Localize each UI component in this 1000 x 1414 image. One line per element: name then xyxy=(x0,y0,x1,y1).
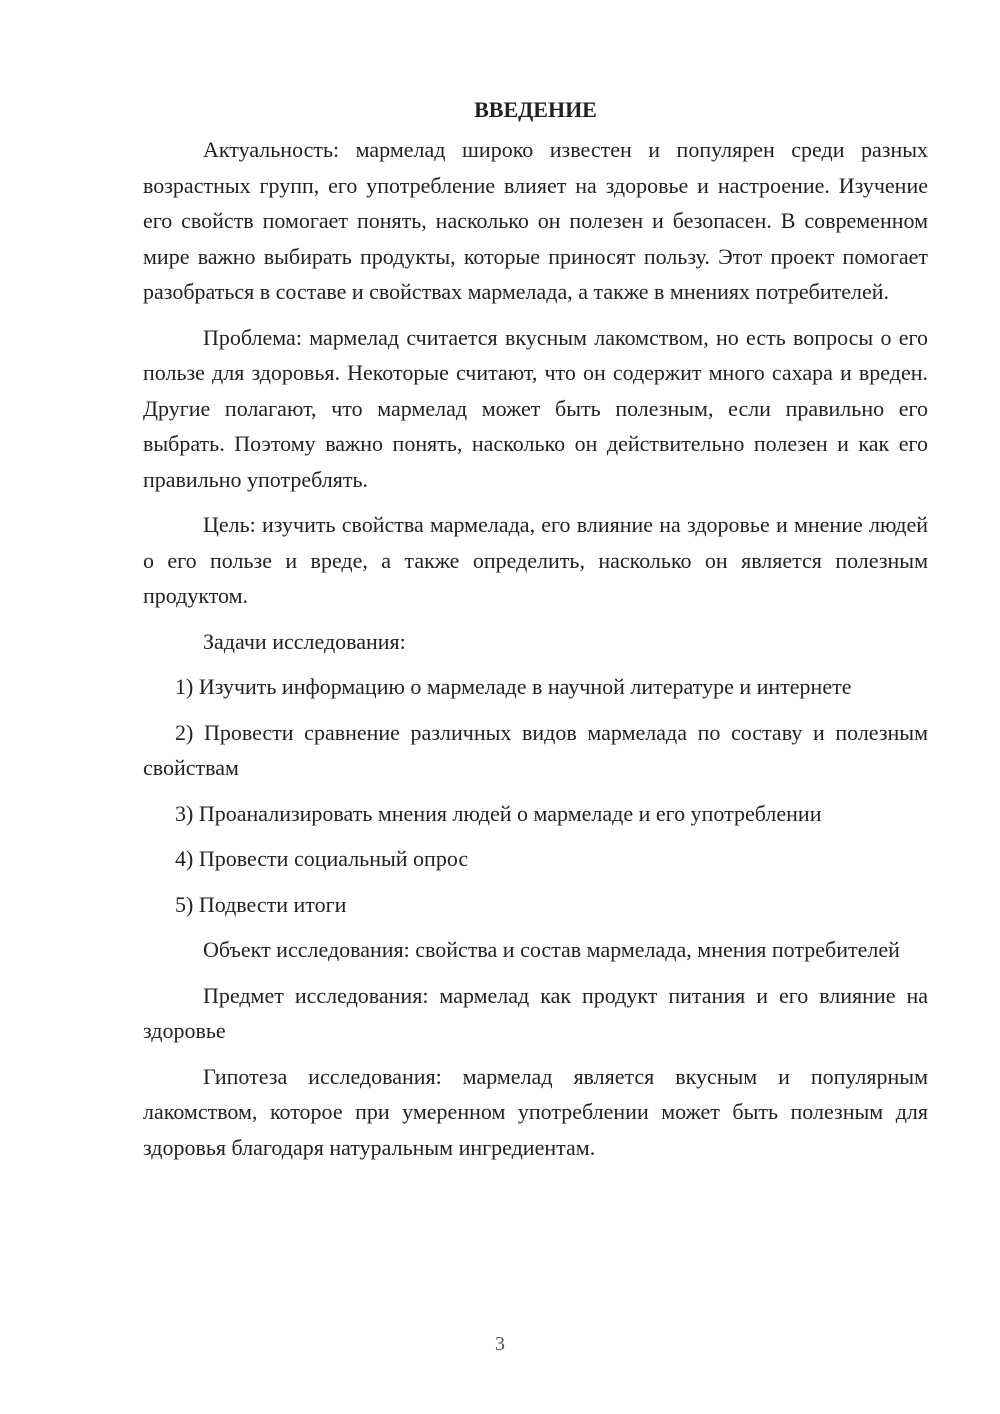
task-item-2: 2) Провести сравнение различных видов мармелада по составу и полезным свойствам xyxy=(143,719,928,780)
section-heading: ВВЕДЕНИЕ xyxy=(474,97,597,122)
object-paragraph: Объект исследования: свойства и состав мармелада, мнения потребителей xyxy=(203,937,900,962)
goal-paragraph: Цель: изучить свойства мармелада, его влияние на здоровье и мнение людей о его пользе и вреде, а также определить, насколько он является полезным продуктом. xyxy=(143,512,928,608)
task-item-4: 4) Провести социальный опрос xyxy=(175,846,469,871)
problem-paragraph: Проблема: мармелад считается вкусным лакомством, но есть вопросы о его пользе для здоровья. Некоторые считают, что он содержит много сахара и вреден. Другие полагают, что мармелад может быть полезным, если правильно его выбрать. Поэтому важно понять, насколько он действительно полезен и как его правильно употреблять. xyxy=(143,324,928,492)
tasks-title: Задачи исследования: xyxy=(203,628,406,654)
task-item-3: 3) Проанализировать мнения людей о мармеладе и его употреблении xyxy=(175,800,822,826)
subject-paragraph: Предмет исследования: мармелад как продукт питания и его влияние на здоровье xyxy=(143,982,928,1043)
task-item-1: 1) Изучить информацию о мармеладе в научной литературе и интернете xyxy=(175,674,852,699)
hypothesis-paragraph: Гипотеза исследования: мармелад является вкусным и популярным лакомством, которое при умеренном употреблении может быть полезным для здоровья благодаря натуральным ингредиентам. xyxy=(143,1063,928,1160)
document-page xyxy=(143,92,928,1175)
page-number: 3 xyxy=(495,1333,505,1355)
task-item-5: 5) Подвести итоги xyxy=(175,891,347,917)
relevance-paragraph: Актуальность: мармелад широко известен и популярен среди разных возрастных групп, его употребление влияет на здоровье и настроение. Изучение его свойств помогает понять, насколько он полезен и безопасен. В современном мире важно выбирать продукты, которые приносят пользу. Этот проект помогает разобраться в составе и свойствах мармелада, а также в мнениях потребителей. xyxy=(143,137,928,304)
